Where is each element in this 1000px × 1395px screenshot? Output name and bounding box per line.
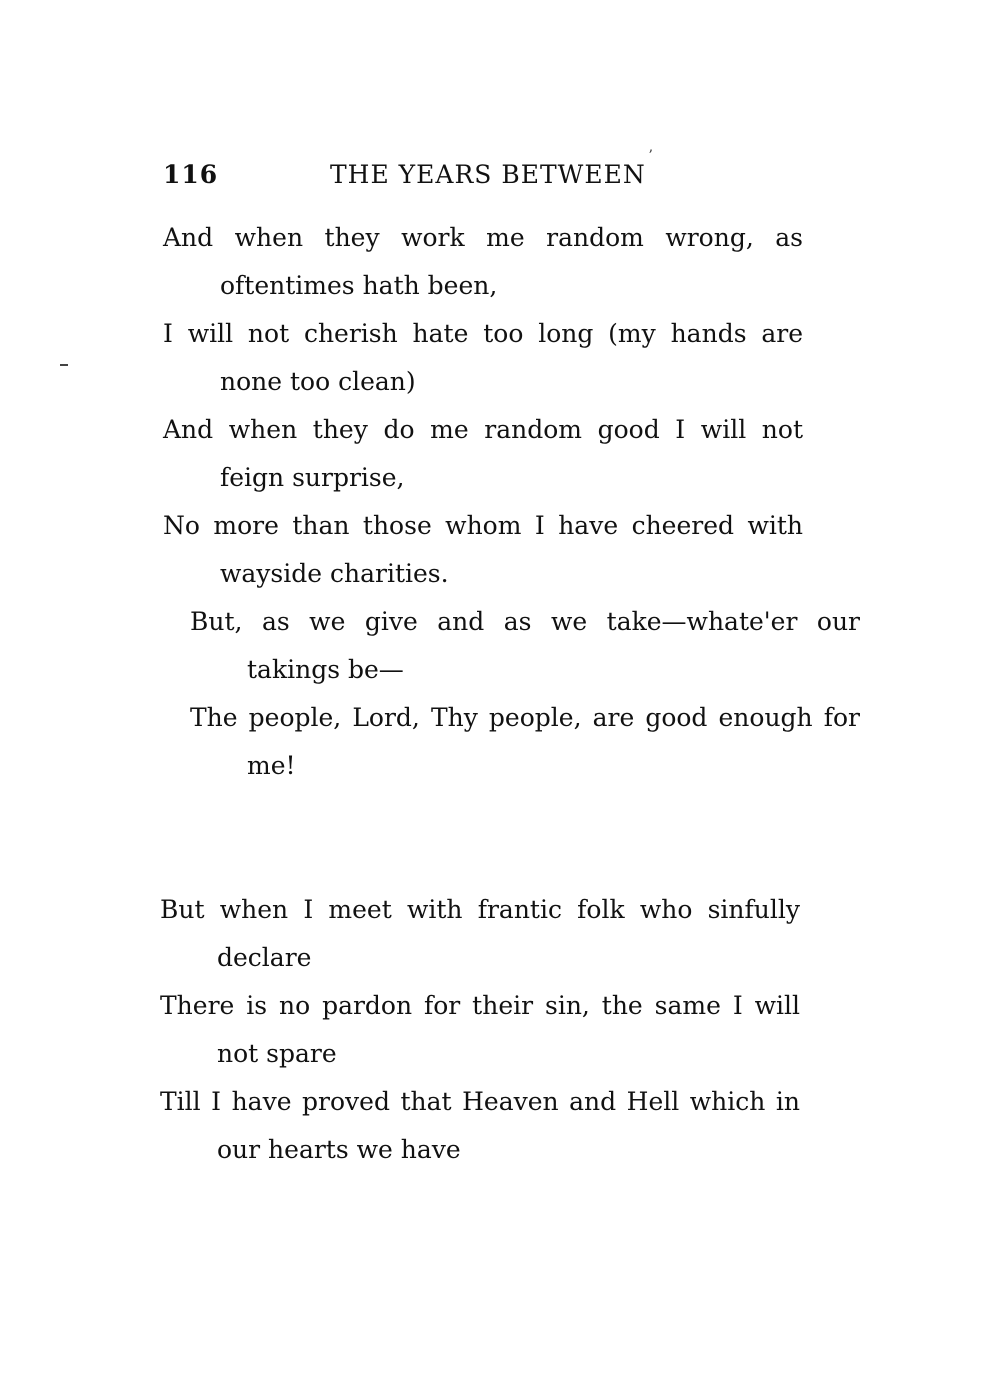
verse-line: Till I have proved that Heaven and Hell which in our hearts we have xyxy=(160,1087,800,1164)
verse-line: But when I meet with frantic folk who sinfully declare xyxy=(160,895,800,972)
running-title: THE YEARS BETWEEN xyxy=(330,160,646,189)
verse-line: I will not cherish hate too long (my hands are none too clean) xyxy=(163,319,803,396)
stray-mark: ʼ xyxy=(648,148,653,164)
margin-mark xyxy=(60,364,68,366)
page-number: 116 xyxy=(163,160,219,189)
verse-line: The people, Lord, Thy people, are good enough for me! xyxy=(190,703,860,780)
verse-line: There is no pardon for their sin, the same I will not spare xyxy=(160,991,800,1068)
stanza-1 xyxy=(163,214,860,790)
page-header xyxy=(163,148,803,200)
verse-line: And when they do me random good I will not feign surprise, xyxy=(163,415,803,492)
verse-line: No more than those whom I have cheered with wayside charities. xyxy=(163,511,803,588)
verse-line: And when they work me random wrong, as oftentimes hath been, xyxy=(163,223,803,300)
verse-line: But, as we give and as we take—whate'er our takings be— xyxy=(190,607,860,684)
stanza-2 xyxy=(160,886,800,1174)
